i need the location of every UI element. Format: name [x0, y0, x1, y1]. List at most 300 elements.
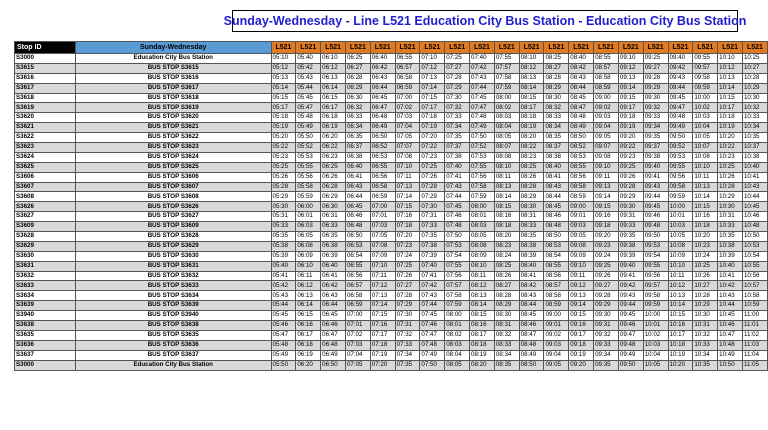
stop-id-cell: S3620: [15, 113, 76, 123]
time-cell: 07:33: [395, 340, 420, 350]
stop-name-cell: BUS STOP S3633: [75, 281, 271, 291]
time-cell: 06:59: [370, 192, 395, 202]
time-cell: 08:10: [519, 54, 544, 64]
time-cell: 07:10: [420, 54, 445, 64]
time-cell: 05:18: [271, 113, 296, 123]
time-cell: 09:34: [594, 350, 619, 360]
time-cell: 09:56: [643, 271, 668, 281]
time-cell: 09:24: [594, 251, 619, 261]
time-cell: 09:00: [569, 202, 594, 212]
time-cell: 09:35: [643, 133, 668, 143]
time-cell: 08:45: [519, 311, 544, 321]
time-cell: 06:37: [345, 143, 370, 153]
time-cell: 07:15: [370, 311, 395, 321]
time-cell: 07:14: [370, 301, 395, 311]
time-cell: 09:35: [618, 232, 643, 242]
stop-id-cell: S3616: [15, 73, 76, 83]
time-cell: 09:43: [668, 73, 693, 83]
time-cell: 06:54: [345, 251, 370, 261]
time-cell: 10:33: [693, 340, 718, 350]
time-cell: 10:33: [718, 222, 743, 232]
time-cell: 05:58: [296, 182, 321, 192]
time-cell: 07:18: [370, 340, 395, 350]
time-cell: 06:56: [345, 271, 370, 281]
time-cell: 07:29: [420, 192, 445, 202]
time-cell: 07:31: [395, 321, 420, 331]
time-cell: 09:57: [693, 63, 718, 73]
time-cell: 06:01: [296, 212, 321, 222]
time-cell: 08:23: [519, 152, 544, 162]
time-cell: 08:25: [494, 261, 519, 271]
stop-name-cell: BUS STOP S3625: [75, 162, 271, 172]
time-cell: 06:12: [321, 63, 346, 73]
time-cell: 10:02: [693, 103, 718, 113]
time-cell: 10:20: [668, 360, 693, 370]
time-cell: 07:35: [445, 133, 470, 143]
time-cell: 07:47: [470, 103, 495, 113]
time-cell: 05:43: [296, 73, 321, 83]
time-cell: 09:22: [618, 143, 643, 153]
time-cell: 07:26: [395, 271, 420, 281]
time-cell: 09:27: [643, 63, 668, 73]
time-cell: 10:43: [718, 291, 743, 301]
time-cell: 10:20: [693, 232, 718, 242]
time-cell: 08:33: [519, 222, 544, 232]
time-cell: 07:00: [395, 93, 420, 103]
time-cell: 09:45: [618, 311, 643, 321]
time-cell: 09:05: [569, 232, 594, 242]
time-cell: 07:33: [445, 113, 470, 123]
time-cell: 07:02: [395, 103, 420, 113]
time-cell: 07:15: [395, 202, 420, 212]
time-cell: 07:14: [420, 83, 445, 93]
time-cell: 08:08: [494, 152, 519, 162]
time-cell: 08:17: [519, 103, 544, 113]
time-cell: 07:05: [345, 360, 370, 370]
time-cell: 10:30: [718, 202, 743, 212]
table-row: [15, 123, 768, 133]
time-cell: 08:03: [494, 113, 519, 123]
time-cell: 09:08: [594, 152, 619, 162]
stop-name-cell: BUS STOP S3635: [75, 330, 271, 340]
time-cell: 10:31: [693, 321, 718, 331]
stop-name-cell: BUS STOP S3609: [75, 222, 271, 232]
time-cell: 10:00: [693, 93, 718, 103]
time-cell: 09:14: [569, 301, 594, 311]
time-cell: 07:50: [470, 133, 495, 143]
time-cell: 07:49: [420, 350, 445, 360]
time-cell: 09:25: [618, 162, 643, 172]
time-cell: 06:23: [321, 152, 346, 162]
time-cell: 09:49: [618, 350, 643, 360]
time-cell: 06:47: [321, 330, 346, 340]
time-cell: 07:43: [420, 291, 445, 301]
time-cell: 07:24: [395, 251, 420, 261]
time-cell: 07:44: [470, 83, 495, 93]
time-cell: 10:30: [742, 93, 767, 103]
time-cell: 10:00: [643, 311, 668, 321]
time-cell: 10:39: [718, 251, 743, 261]
time-cell: 10:14: [668, 301, 693, 311]
time-cell: 09:31: [594, 321, 619, 331]
time-cell: 08:25: [519, 162, 544, 172]
time-cell: 09:59: [693, 83, 718, 93]
time-cell: 05:10: [271, 54, 296, 64]
time-cell: 09:12: [569, 281, 594, 291]
stop-name-cell: BUS STOP S3623: [75, 143, 271, 153]
time-cell: 06:45: [345, 202, 370, 212]
time-cell: 08:05: [470, 232, 495, 242]
time-cell: 09:10: [594, 162, 619, 172]
time-cell: 07:35: [395, 360, 420, 370]
time-cell: 10:42: [718, 281, 743, 291]
time-cell: 05:49: [296, 123, 321, 133]
time-cell: 08:30: [519, 202, 544, 212]
time-cell: 10:10: [693, 162, 718, 172]
time-cell: 06:28: [321, 182, 346, 192]
time-cell: 11:04: [742, 350, 767, 360]
time-cell: 06:58: [345, 291, 370, 301]
time-cell: 08:35: [519, 232, 544, 242]
time-cell: 07:57: [445, 281, 470, 291]
time-cell: 06:57: [345, 281, 370, 291]
time-cell: 07:40: [420, 261, 445, 271]
stop-name-cell: BUS STOP S3624: [75, 152, 271, 162]
table-row: [15, 133, 768, 143]
time-cell: 10:28: [693, 291, 718, 301]
time-cell: 07:40: [470, 54, 495, 64]
time-cell: 07:37: [445, 143, 470, 153]
time-cell: 10:56: [742, 271, 767, 281]
time-cell: 10:32: [742, 103, 767, 113]
time-cell: 10:08: [693, 152, 718, 162]
time-cell: 09:44: [618, 301, 643, 311]
stop-id-cell: S3638: [15, 321, 76, 331]
time-cell: 10:18: [693, 222, 718, 232]
time-cell: 06:50: [370, 133, 395, 143]
table-row: [15, 63, 768, 73]
time-cell: 08:01: [445, 321, 470, 331]
time-cell: 09:20: [618, 133, 643, 143]
route-header: L521: [544, 42, 569, 54]
time-cell: 06:49: [370, 123, 395, 133]
time-cell: 10:40: [718, 261, 743, 271]
time-cell: 08:26: [494, 271, 519, 281]
stop-name-cell: BUS STOP S3637: [75, 350, 271, 360]
time-cell: 08:57: [544, 281, 569, 291]
time-cell: 08:00: [470, 202, 495, 212]
time-cell: 08:59: [569, 192, 594, 202]
time-cell: 07:34: [445, 123, 470, 133]
time-cell: 05:33: [271, 222, 296, 232]
time-cell: 07:16: [370, 321, 395, 331]
time-cell: 08:01: [470, 212, 495, 222]
stop-name-cell: BUS STOP S3627: [75, 212, 271, 222]
time-cell: 10:13: [718, 73, 743, 83]
time-cell: 08:02: [445, 330, 470, 340]
time-cell: 08:57: [594, 63, 619, 73]
timetable-body: [15, 54, 768, 371]
time-cell: 09:29: [594, 301, 619, 311]
stop-id-cell: S3626: [15, 202, 76, 212]
time-cell: 07:13: [420, 73, 445, 83]
time-cell: 10:02: [643, 330, 668, 340]
table-row: [15, 291, 768, 301]
stop-name-cell: BUS STOP S3621: [75, 123, 271, 133]
time-cell: 10:53: [742, 241, 767, 251]
time-cell: 10:29: [718, 192, 743, 202]
time-cell: 05:56: [296, 172, 321, 182]
route-header: L521: [643, 42, 668, 54]
time-cell: 08:27: [544, 63, 569, 73]
time-cell: 09:40: [618, 261, 643, 271]
time-cell: 09:59: [668, 192, 693, 202]
time-cell: 10:50: [742, 232, 767, 242]
time-cell: 08:11: [470, 271, 495, 281]
time-cell: 08:58: [594, 73, 619, 83]
time-cell: 09:29: [618, 192, 643, 202]
time-cell: 05:40: [296, 54, 321, 64]
time-cell: 07:30: [420, 202, 445, 212]
time-cell: 07:30: [395, 311, 420, 321]
time-cell: 08:28: [494, 291, 519, 301]
time-cell: 08:15: [519, 93, 544, 103]
time-cell: 07:26: [420, 172, 445, 182]
time-cell: 10:10: [668, 261, 693, 271]
time-cell: 10:05: [668, 232, 693, 242]
time-cell: 07:55: [494, 54, 519, 64]
time-cell: 06:20: [296, 360, 321, 370]
table-row: [15, 103, 768, 113]
time-cell: 05:50: [296, 133, 321, 143]
time-cell: 09:14: [618, 83, 643, 93]
time-cell: 10:09: [668, 251, 693, 261]
time-cell: 07:17: [370, 330, 395, 340]
stop-id-cell: S3623: [15, 143, 76, 153]
time-cell: 07:59: [470, 192, 495, 202]
time-cell: 06:19: [321, 123, 346, 133]
time-cell: 09:48: [618, 340, 643, 350]
time-cell: 08:18: [470, 340, 495, 350]
time-cell: 07:18: [395, 222, 420, 232]
time-cell: 10:41: [742, 172, 767, 182]
table-row: [15, 241, 768, 251]
time-cell: 09:37: [643, 143, 668, 153]
time-cell: 07:43: [470, 73, 495, 83]
time-cell: 05:28: [271, 182, 296, 192]
stop-name-cell: BUS STOP S3622: [75, 133, 271, 143]
time-cell: 07:11: [395, 172, 420, 182]
time-cell: 09:45: [643, 202, 668, 212]
time-cell: 06:40: [321, 261, 346, 271]
time-cell: 06:22: [321, 143, 346, 153]
time-cell: 10:46: [718, 321, 743, 331]
time-cell: 06:17: [321, 103, 346, 113]
time-cell: 05:40: [271, 261, 296, 271]
time-cell: 10:01: [668, 212, 693, 222]
time-cell: 08:23: [494, 241, 519, 251]
time-cell: 06:45: [321, 311, 346, 321]
route-header: L521: [470, 42, 495, 54]
time-cell: 09:25: [594, 261, 619, 271]
time-cell: 07:23: [420, 152, 445, 162]
stop-id-cell: S3000: [15, 54, 76, 64]
time-cell: 09:47: [618, 330, 643, 340]
time-cell: 10:00: [668, 202, 693, 212]
time-cell: 09:25: [643, 54, 668, 64]
time-cell: 09:09: [569, 251, 594, 261]
time-cell: 09:19: [569, 350, 594, 360]
time-cell: 09:53: [668, 152, 693, 162]
time-cell: 08:43: [569, 73, 594, 83]
stop-name-cell: BUS STOP S3607: [75, 182, 271, 192]
time-cell: 09:53: [643, 241, 668, 251]
time-cell: 07:10: [395, 162, 420, 172]
time-cell: 06:31: [321, 212, 346, 222]
time-cell: 07:05: [395, 133, 420, 143]
time-cell: 07:05: [370, 232, 395, 242]
time-cell: 07:28: [395, 291, 420, 301]
time-cell: 10:34: [693, 350, 718, 360]
time-cell: 08:04: [494, 123, 519, 133]
route-header: L521: [395, 42, 420, 54]
time-cell: 07:46: [420, 321, 445, 331]
time-cell: 07:57: [494, 63, 519, 73]
time-cell: 08:29: [544, 83, 569, 93]
time-cell: 10:35: [718, 232, 743, 242]
table-row: [15, 251, 768, 261]
stop-id-cell: S3628: [15, 232, 76, 242]
time-cell: 06:53: [370, 152, 395, 162]
time-cell: 09:55: [643, 261, 668, 271]
time-cell: 09:16: [594, 212, 619, 222]
stop-name-cell: BUS STOP S3628: [75, 232, 271, 242]
time-cell: 07:07: [395, 143, 420, 153]
time-cell: 08:33: [544, 113, 569, 123]
time-cell: 08:10: [470, 261, 495, 271]
time-cell: 08:03: [470, 222, 495, 232]
time-cell: 10:03: [693, 113, 718, 123]
time-cell: 09:13: [594, 182, 619, 192]
time-cell: 09:07: [594, 143, 619, 153]
table-row: [15, 350, 768, 360]
time-cell: 05:48: [271, 340, 296, 350]
time-cell: 10:15: [668, 311, 693, 321]
time-cell: 09:42: [668, 63, 693, 73]
time-cell: 09:03: [569, 222, 594, 232]
time-cell: 09:52: [668, 143, 693, 153]
time-cell: 07:12: [420, 63, 445, 73]
time-cell: 08:45: [544, 202, 569, 212]
time-cell: 09:58: [643, 291, 668, 301]
time-cell: 09:59: [643, 301, 668, 311]
time-cell: 08:48: [519, 340, 544, 350]
time-cell: 05:47: [296, 103, 321, 113]
time-cell: 09:44: [643, 192, 668, 202]
time-cell: 09:38: [643, 152, 668, 162]
time-cell: 11:05: [742, 360, 767, 370]
time-cell: 09:33: [643, 113, 668, 123]
table-row: [15, 330, 768, 340]
time-cell: 07:23: [395, 241, 420, 251]
time-cell: 10:48: [718, 340, 743, 350]
time-cell: 08:55: [544, 261, 569, 271]
timetable: [14, 41, 768, 371]
stop-name-cell: BUS STOP S3617: [75, 83, 271, 93]
page-title: Sunday-Wednesday - Line L521 Education City Bus Station - Education City Bus Station: [223, 14, 747, 28]
time-cell: 06:09: [296, 251, 321, 261]
time-cell: 06:40: [345, 162, 370, 172]
time-cell: 09:02: [594, 103, 619, 113]
time-cell: 07:45: [420, 311, 445, 321]
stop-id-cell: S3609: [15, 222, 76, 232]
time-cell: 06:57: [395, 63, 420, 73]
time-cell: 09:16: [569, 321, 594, 331]
time-cell: 09:04: [544, 350, 569, 360]
time-cell: 08:40: [544, 162, 569, 172]
time-cell: 08:46: [519, 321, 544, 331]
time-cell: 10:49: [718, 350, 743, 360]
time-cell: 09:35: [594, 360, 619, 370]
time-cell: 08:40: [569, 54, 594, 64]
table-row: [15, 232, 768, 242]
time-cell: 10:04: [643, 350, 668, 360]
time-cell: 10:50: [718, 360, 743, 370]
stop-id-cell: S3631: [15, 261, 76, 271]
time-cell: 08:43: [519, 291, 544, 301]
stop-id-cell: S3634: [15, 291, 76, 301]
time-cell: 07:44: [445, 192, 470, 202]
time-cell: 10:55: [742, 261, 767, 271]
time-cell: 07:54: [445, 251, 470, 261]
time-cell: 07:17: [420, 103, 445, 113]
time-cell: 06:03: [296, 222, 321, 232]
time-cell: 06:55: [395, 54, 420, 64]
table-row: [15, 321, 768, 331]
time-cell: 06:35: [345, 133, 370, 143]
time-cell: 08:03: [445, 340, 470, 350]
time-cell: 07:58: [494, 73, 519, 83]
time-cell: 08:00: [494, 93, 519, 103]
time-cell: 10:10: [718, 54, 743, 64]
time-cell: 08:05: [445, 360, 470, 370]
time-cell: 06:58: [370, 182, 395, 192]
time-cell: 10:16: [693, 212, 718, 222]
table-row: [15, 93, 768, 103]
time-cell: 06:52: [370, 143, 395, 153]
time-cell: 09:55: [693, 54, 718, 64]
route-header: L521: [742, 42, 767, 54]
time-cell: 08:13: [519, 73, 544, 83]
time-cell: 10:29: [742, 83, 767, 93]
time-cell: 11:01: [742, 321, 767, 331]
time-cell: 06:42: [370, 63, 395, 73]
time-cell: 08:49: [519, 350, 544, 360]
time-cell: 10:37: [742, 143, 767, 153]
time-cell: 06:16: [296, 321, 321, 331]
time-cell: 05:29: [271, 192, 296, 202]
time-cell: 08:28: [544, 73, 569, 83]
time-cell: 08:13: [470, 291, 495, 301]
time-cell: 06:58: [395, 73, 420, 83]
stop-name-cell: BUS STOP S3626: [75, 202, 271, 212]
time-cell: 07:25: [395, 261, 420, 271]
time-cell: 07:25: [445, 54, 470, 64]
time-cell: 10:22: [718, 143, 743, 153]
time-cell: 09:50: [668, 133, 693, 143]
time-cell: 07:27: [445, 63, 470, 73]
time-cell: 08:22: [519, 143, 544, 153]
